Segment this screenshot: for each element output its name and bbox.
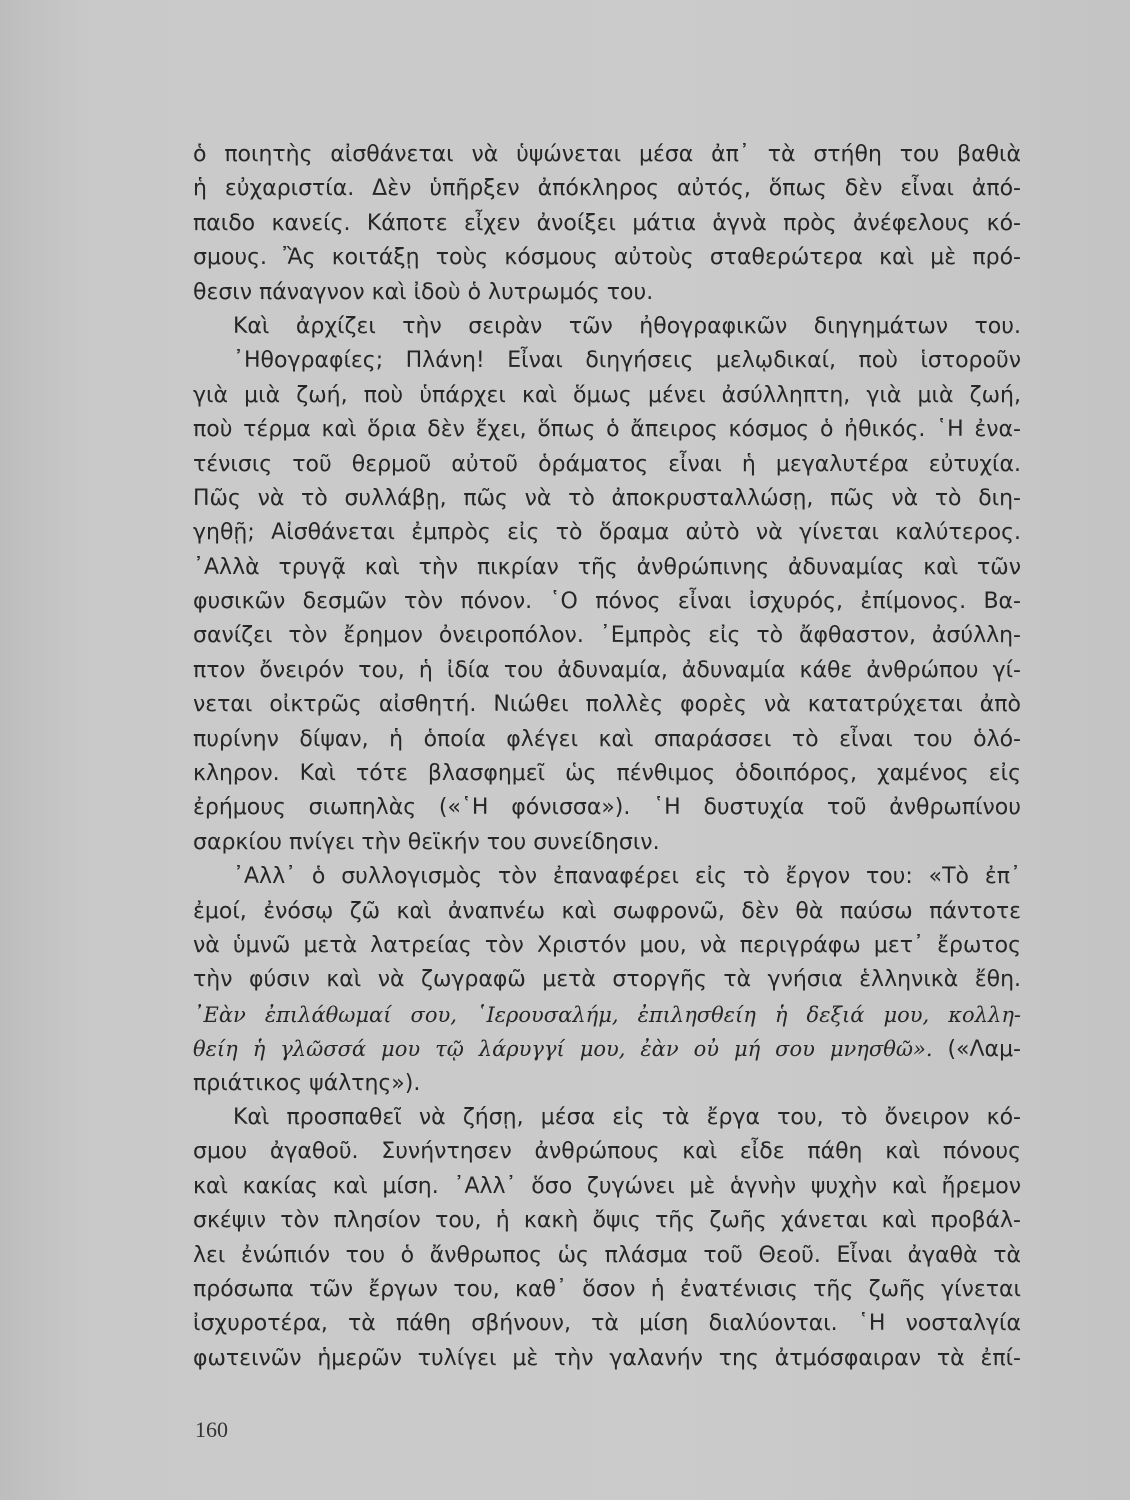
italic-quote-segment: θείη ἡ γλῶσσά μου τῷ λάρυγγί μου, ἐὰν οὐ μή σου μνησθῶ». [193,1037,948,1062]
text-line [193,654,1021,688]
text-segment: («Λαμ- [947,1037,1021,1063]
text-segment: ἐρήμους σιωπηλὰς («῾Η φόνισσα»). ῾Η δυστυχία τοῦ ἀνθρωπίνου [193,795,1021,821]
text-segment: νεται οἰκτρῶς αἰσθητή. Νιώθει πολλὲς φορὲς νὰ κατατρύχεται ἀπὸ [193,692,1021,718]
text-line [193,963,1021,997]
text-segment: Καὶ προσπαθεῖ νὰ ζήσῃ, μέσα εἰς τὰ ἔργα του, τὸ ὄνειρον κό- [233,1104,1021,1130]
text-segment: κληρον. Καὶ τότε βλασφημεῖ ὡς πένθιμος ὁδοιπόρος, χαμένος εἰς [193,761,1021,787]
text-line [193,379,1021,413]
text-line [193,138,1021,172]
text-segment: θεσιν πάναγνον καὶ ἰδοὺ ὁ λυτρωμός του. [193,279,654,305]
text-segment: πυρίνην δίψαν, ἡ ὁποία φλέγει καὶ σπαράσσει τὸ εἶναι του ὁλό- [193,726,1021,752]
text-segment: πρόσωπα τῶν ἔργων του, καθ᾽ ὅσον ἡ ἐνατένισις τῆς ζωῆς γίνεται [193,1276,1021,1302]
text-segment: ποὺ τέρμα καὶ ὅρια δὲν ἔχει, ὅπως ὁ ἄπειρος κόσμος ὁ ἠθικός. ῾Η ἐνα- [193,417,1021,443]
text-segment: τένισις τοῦ θερμοῦ αὐτοῦ ὁράματος εἶναι ἡ μεγαλυτέρα εὐτυχία. [193,451,1021,477]
text-line [193,826,1021,860]
text-line [193,1135,1021,1169]
text-line [193,619,1021,653]
text-segment: ᾽Αλλὰ τρυγᾷ καὶ τὴν πικρίαν τῆς ἀνθρώπινης ἀδυναμίας καὶ τῶν [193,554,1021,580]
text-segment: λει ἐνώπιόν του ὁ ἄνθρωπος ὡς πλάσμα τοῦ Θεοῦ. Εἶναι ἀγαθὰ τὰ [193,1242,1021,1268]
text-line [193,1342,1021,1376]
text-line [193,1067,1021,1101]
text-line [193,276,1021,310]
text-line [193,172,1021,206]
text-line [193,1032,1021,1066]
text-line [193,1204,1021,1238]
text-segment: ᾽Ηθογραφίες; Πλάνη! Εἶναι διηγήσεις μελῳδικαί, ποὺ ἱστοροῦν [233,348,1021,374]
page-body-text [193,138,1021,1376]
text-line [193,757,1021,791]
text-line [193,1101,1021,1135]
text-segment: ἡ εὐχαριστία. Δὲν ὑπῆρξεν ἀπόκληρος αὐτός, ὅπως δὲν εἶναι ἀπό- [193,176,1021,202]
text-segment: σανίζει τὸν ἔρημον ὀνειροπόλον. ᾽Εμπρὸς εἰς τὸ ἄφθαστον, ἀσύλλη- [193,623,1021,649]
text-line [193,929,1021,963]
text-segment: γηθῇ; Αἰσθάνεται ἐμπρὸς εἰς τὸ ὅραμα αὐτὸ νὰ γίνεται καλύτερος. [193,520,1021,546]
text-line [193,344,1021,378]
text-line [193,516,1021,550]
text-segment: ἐμοί, ἐνόσῳ ζῶ καὶ ἀναπνέω καὶ σωφρονῶ, δὲν θὰ παύσω πάντοτε [193,898,1021,924]
text-segment: φυσικῶν δεσμῶν τὸν πόνον. ῾Ο πόνος εἶναι ἰσχυρός, ἐπίμονος. Βα- [193,589,1021,615]
text-line [193,1170,1021,1204]
text-segment: παιδο κανείς. Κάποτε εἶχεν ἀνοίξει μάτια ἁγνὰ πρὸς ἀνέφελους κό- [193,210,1021,236]
text-segment: Πῶς νὰ τὸ συλλάβῃ, πῶς νὰ τὸ ἀποκρυσταλλώσῃ, πῶς νὰ τὸ διη- [193,485,1021,511]
text-line [193,1239,1021,1273]
text-segment: ᾽Αλλ᾽ ὁ συλλογισμὸς τὸν ἐπαναφέρει εἰς τὸ ἔργον του: «Τὸ ἐπ᾽ [233,864,1021,890]
text-line [193,860,1021,894]
text-line [193,310,1021,344]
page-number: 160 [195,1417,228,1442]
text-segment: σμους. Ἂς κοιτάξῃ τοὺς κόσμους αὐτοὺς σταθερώτερα καὶ μὲ πρό- [193,245,1021,271]
text-segment: πτον ὄνειρόν του, ἡ ἰδία του ἀδυναμία, ἀδυναμία κάθε ἀνθρώπου γί- [193,657,1021,683]
text-segment: ἰσχυροτέρα, τὰ πάθη σβήνουν, τὰ μίση διαλύονται. ῾Η νοσταλγία [193,1311,1021,1337]
text-line [193,551,1021,585]
text-line [193,241,1021,275]
text-line [193,1307,1021,1341]
text-segment: τὴν φύσιν καὶ νὰ ζωγραφῶ μετὰ στοργῆς τὰ γνήσια ἑλληνικὰ ἔθη. [193,967,1021,993]
text-segment: σκέψιν τὸν πλησίον του, ἡ κακὴ ὄψις τῆς ζωῆς χάνεται καὶ προβάλ- [193,1208,1021,1234]
text-line [193,482,1021,516]
text-segment: ὁ ποιητὴς αἰσθάνεται νὰ ὑψώνεται μέσα ἀπ᾽ τὰ στήθη του βαθιὰ [193,142,1021,167]
text-segment: πριάτικος ψάλτης»). [193,1070,421,1096]
text-segment: φωτεινῶν ἡμερῶν τυλίγει μὲ τὴν γαλανήν της ἀτμόσφαιραν τὰ ἐπί- [193,1345,1021,1371]
text-line [193,448,1021,482]
text-line [193,413,1021,447]
text-line [193,791,1021,825]
text-line [193,207,1021,241]
text-segment: καὶ κακίας καὶ μίση. ᾽Αλλ᾽ ὅσο ζυγώνει μὲ ἁγνὴν ψυχὴν καὶ ἤρεμον [193,1173,1021,1199]
text-segment: Καὶ ἀρχίζει τὴν σειρὰν τῶν ἠθογραφικῶν διηγημάτων του. [233,313,1021,339]
text-segment: νὰ ὑμνῶ μετὰ λατρείας τὸν Χριστόν μου, νὰ περιγράφω μετ᾽ ἔρωτος [193,932,1021,958]
text-line [193,723,1021,757]
text-line [193,1273,1021,1307]
text-line [193,998,1021,1032]
text-line [193,688,1021,722]
text-line [193,895,1021,929]
text-segment: γιὰ μιὰ ζωή, ποὺ ὑπάρχει καὶ ὅμως μένει ἀσύλληπτη, γιὰ μιὰ ζωή, [193,382,1021,408]
text-segment: σαρκίου πνίγει τὴν θεϊκήν του συνείδησιν. [193,829,660,855]
text-line [193,585,1021,619]
italic-quote-segment: ᾽Εὰν ἐπιλάθωμαί σου, ῾Ιερουσαλήμ, ἐπιλησθείη ἡ δεξιά μου, κολλη- [193,1002,1021,1027]
text-segment: σμου ἀγαθοῦ. Συνήντησεν ἀνθρώπους καὶ εἶδε πάθη καὶ πόνους [193,1139,1021,1165]
